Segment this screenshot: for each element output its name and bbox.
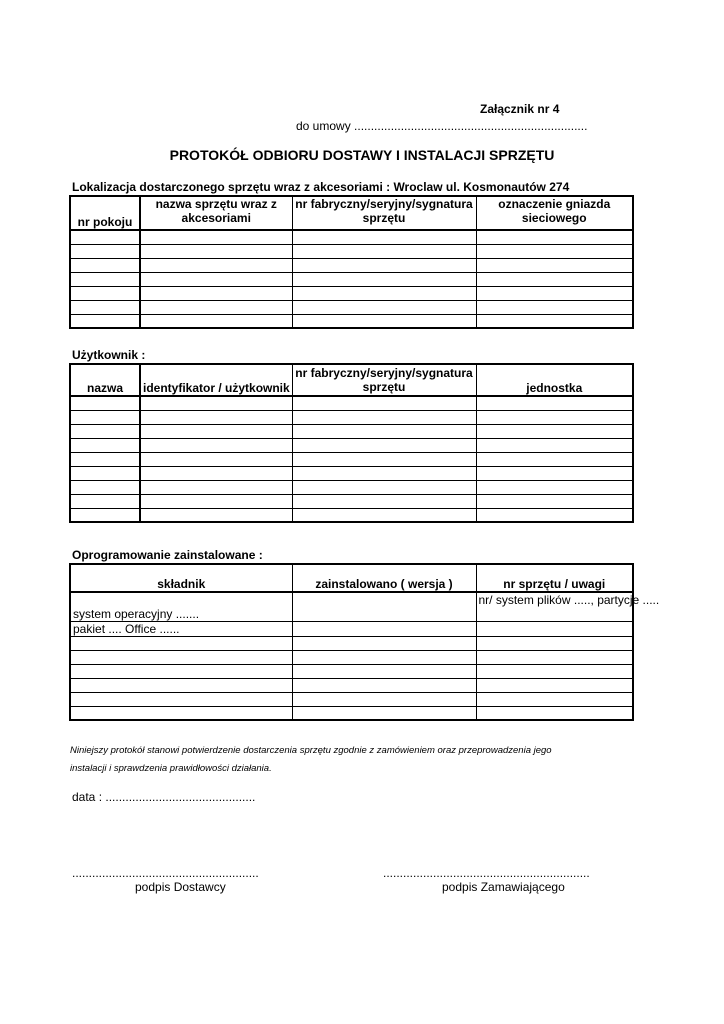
location-col-serial: nr fabryczny/seryjny/sygnatura sprzętu [292, 196, 476, 230]
table-row [70, 678, 633, 692]
table-row [70, 258, 633, 272]
table-row [70, 466, 633, 480]
page-title: PROTOKÓŁ ODBIORU DOSTAWY I INSTALACJI SPRZĘTU [169, 147, 555, 163]
table-row [70, 706, 633, 720]
software-row-os-notes: nr/ system plików ....., partycje ..... [476, 592, 633, 621]
table-row [70, 396, 633, 410]
contract-line: do umowy ...................................................................... [296, 119, 588, 133]
date-field: data : ............................................. [72, 790, 256, 804]
user-col-unit: jednostka [476, 364, 633, 396]
software-row-os: system operacyjny ....... [70, 592, 292, 621]
table-row [70, 286, 633, 300]
location-label: Lokalizacja dostarczonego sprzętu wraz z akcesoriami : Wroclaw ul. Kosmonautów 274 [72, 180, 570, 194]
software-label: Oprogramowanie zainstalowane : [72, 548, 263, 562]
table-row [70, 300, 633, 314]
software-table [69, 563, 660, 721]
supplier-signature-label: podpis Dostawcy [135, 880, 226, 894]
user-col-identifier: identyfikator / użytkownik [140, 364, 292, 396]
table-row [70, 480, 633, 494]
software-col-version: zainstalowano ( wersja ) [292, 564, 476, 592]
table-row [70, 592, 633, 621]
user-col-name: nazwa [70, 364, 140, 396]
table-row [70, 650, 633, 664]
table-row [70, 244, 633, 258]
user-label: Użytkownik : [72, 348, 146, 362]
table-row [70, 410, 633, 424]
software-col-notes: nr sprzętu / uwagi [476, 564, 633, 592]
user-table [69, 363, 634, 523]
table-row [70, 230, 633, 244]
location-col-room: nr pokoju [70, 196, 140, 230]
client-signature-line: .............................................................. [383, 866, 590, 880]
annex-label: Załącznik nr 4 [480, 102, 560, 116]
table-row [70, 314, 633, 328]
user-col-serial: nr fabryczny/seryjny/sygnatura sprzętu [292, 364, 476, 396]
table-row [70, 272, 633, 286]
location-col-name: nazwa sprzętu wraz z akcesoriami [140, 196, 292, 230]
table-row [70, 692, 633, 706]
location-table [69, 195, 634, 329]
table-row [70, 621, 633, 636]
table-row [70, 494, 633, 508]
table-row [70, 508, 633, 522]
location-col-socket: oznaczenie gniazda sieciowego [476, 196, 633, 230]
table-row [70, 438, 633, 452]
software-row-office: pakiet .... Office ...... [70, 621, 292, 636]
software-col-component: składnik [70, 564, 292, 592]
table-row [70, 452, 633, 466]
table-row [70, 636, 633, 650]
confirmation-note-line1: Niniejszy protokół stanowi potwierdzenie dostarczenia sprzętu zgodnie z zamówieniem oraz przeprowadzenia jego [70, 745, 552, 756]
table-row [70, 664, 633, 678]
confirmation-note-line2: instalacji i sprawdzenia prawidłowości działania. [70, 763, 272, 774]
supplier-signature-line: ........................................................ [72, 866, 259, 880]
table-row [70, 424, 633, 438]
client-signature-label: podpis Zamawiającego [442, 880, 565, 894]
